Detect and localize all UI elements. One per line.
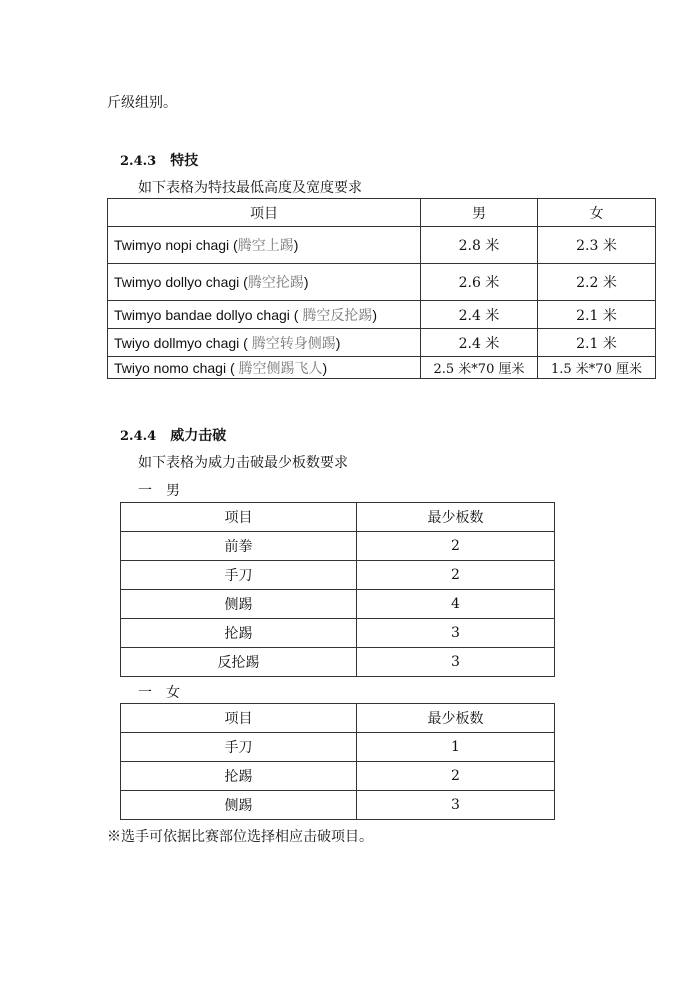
- trick-name: Twiyo dollmyo chagi ( 腾空转身侧踢): [108, 329, 421, 357]
- table-row: [108, 329, 656, 357]
- table-row: [121, 619, 555, 648]
- table-row: [121, 791, 555, 820]
- tricks-description: 如下表格为特技最低高度及宽度要求: [138, 180, 362, 196]
- male-value: 2.8 米: [421, 227, 538, 264]
- footnote: ※选手可依据比赛部位选择相应击破项目。: [107, 829, 373, 845]
- female-value: 2.1 米: [538, 301, 656, 329]
- count-cell: 2: [357, 762, 555, 791]
- section-title: 特技: [170, 153, 199, 169]
- male-breaking-table: [120, 502, 555, 677]
- header-male: 男: [421, 199, 538, 227]
- trick-name: Twimyo bandae dollyo chagi ( 腾空反抡踢): [108, 301, 421, 329]
- table-row: [108, 227, 656, 264]
- male-value: 2.4 米: [421, 301, 538, 329]
- male-value: 2.5 米*70 厘米: [421, 357, 538, 379]
- header-count: 最少板数: [357, 503, 555, 532]
- header-female: 女: [538, 199, 656, 227]
- table-row: [121, 532, 555, 561]
- male-label: 一 男: [138, 483, 180, 499]
- count-cell: 3: [357, 619, 555, 648]
- count-cell: 1: [357, 733, 555, 762]
- breaking-description: 如下表格为威力击破最少板数要求: [138, 455, 348, 471]
- header-item: 项目: [121, 503, 357, 532]
- count-cell: 3: [357, 648, 555, 677]
- item-cell: 前拳: [121, 532, 357, 561]
- table-header-row: [121, 503, 555, 532]
- table-row: [121, 590, 555, 619]
- table-row: [121, 561, 555, 590]
- table-header-row: [121, 704, 555, 733]
- header-count: 最少板数: [357, 704, 555, 733]
- section-heading-breaking: [120, 425, 226, 445]
- section-number: 2.4.4: [120, 429, 157, 444]
- female-value: 2.2 米: [538, 264, 656, 301]
- trick-name: Twimyo nopi chagi (腾空上踢): [108, 227, 421, 264]
- count-cell: 2: [357, 561, 555, 590]
- male-value: 2.6 米: [421, 264, 538, 301]
- count-cell: 4: [357, 590, 555, 619]
- male-value: 2.4 米: [421, 329, 538, 357]
- table-row: [108, 301, 656, 329]
- item-cell: 抡踢: [121, 762, 357, 791]
- female-label: 一 女: [138, 685, 180, 701]
- table-row: [121, 762, 555, 791]
- item-cell: 侧踢: [121, 791, 357, 820]
- table-row: [121, 733, 555, 762]
- section-heading-tricks: [120, 150, 198, 170]
- trick-name: Twiyo nomo chagi ( 腾空侧踢飞人): [108, 357, 421, 379]
- female-value: 2.3 米: [538, 227, 656, 264]
- item-cell: 手刀: [121, 733, 357, 762]
- female-breaking-table: [120, 703, 555, 820]
- table-row: [108, 357, 656, 379]
- intro-line: 斤级组别。: [107, 95, 177, 111]
- count-cell: 2: [357, 532, 555, 561]
- section-title: 威力击破: [170, 428, 227, 444]
- item-cell: 抡踢: [121, 619, 357, 648]
- tricks-table: [107, 198, 656, 379]
- section-number: 2.4.3: [120, 154, 157, 169]
- header-item: 项目: [121, 704, 357, 733]
- trick-name: Twimyo dollyo chagi (腾空抡踢): [108, 264, 421, 301]
- female-value: 2.1 米: [538, 329, 656, 357]
- table-header-row: [108, 199, 656, 227]
- item-cell: 反抡踢: [121, 648, 357, 677]
- header-item: 项目: [108, 199, 421, 227]
- female-value: 1.5 米*70 厘米: [538, 357, 656, 379]
- count-cell: 3: [357, 791, 555, 820]
- item-cell: 侧踢: [121, 590, 357, 619]
- table-row: [121, 648, 555, 677]
- item-cell: 手刀: [121, 561, 357, 590]
- table-row: [108, 264, 656, 301]
